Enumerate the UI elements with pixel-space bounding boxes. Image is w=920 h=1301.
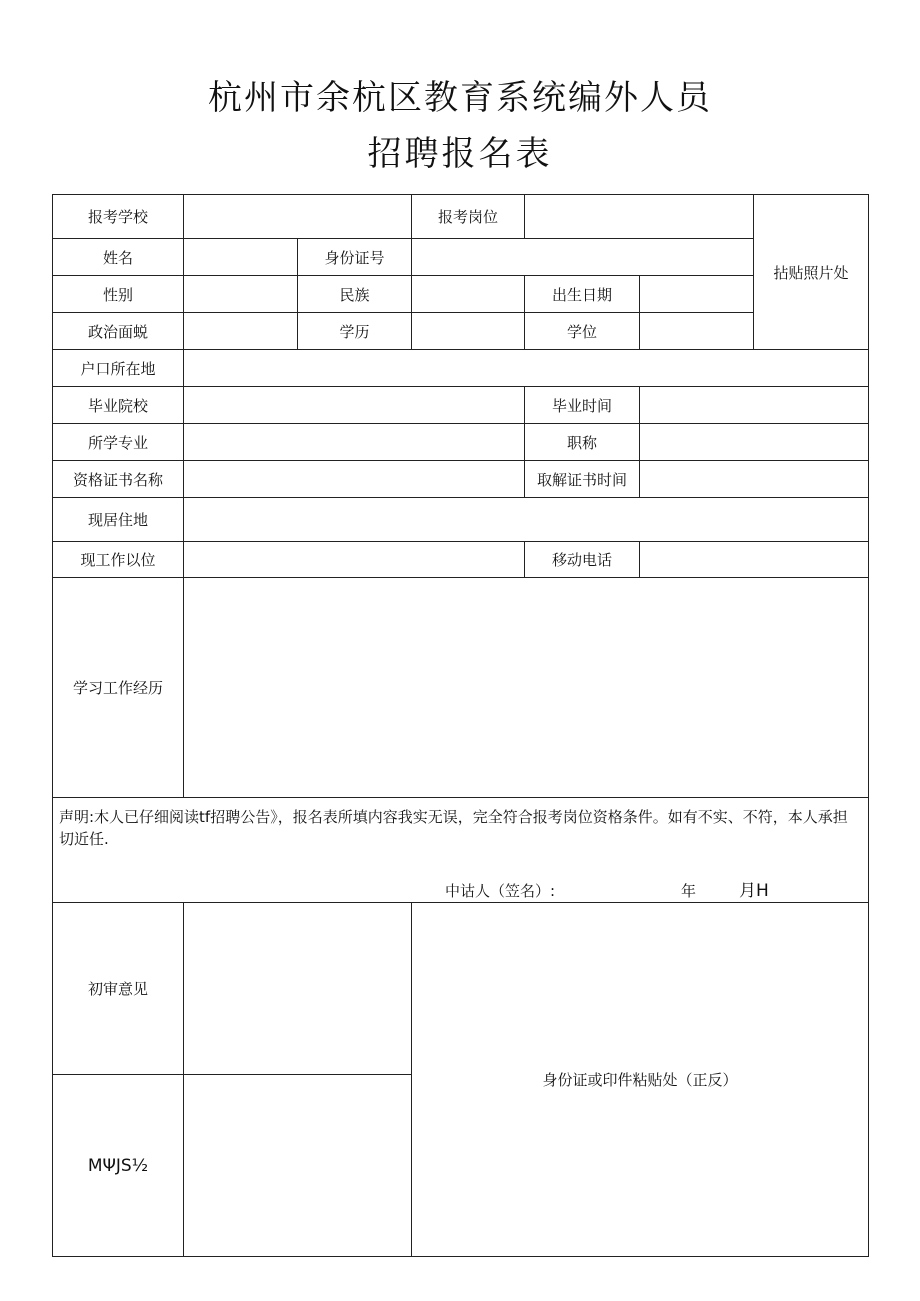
certificate-time-label: 取解证书时间	[525, 461, 640, 498]
registration-form-table	[52, 194, 869, 1257]
birth-date-field[interactable]	[640, 276, 754, 313]
ethnicity-label: 民族	[298, 276, 412, 313]
review-other-label: MΨJS½	[53, 1075, 184, 1257]
signature-line	[59, 880, 862, 902]
school-label: 报考学校	[53, 195, 184, 239]
name-field[interactable]	[184, 239, 298, 276]
position-field[interactable]	[525, 195, 754, 239]
month-day-label: 月H	[739, 881, 769, 901]
mobile-phone-label: 移动电话	[525, 542, 640, 578]
graduate-school-label: 毕业院校	[53, 387, 184, 424]
initial-review-field[interactable]	[184, 903, 412, 1075]
declaration-text: 声明:木人已仔细阅读tf招聘公告》，报名表所填内容我实无误，完全符合报考岗位资格条件。如有不实、不符，本人承担切近任.	[59, 808, 848, 848]
current-employer-field[interactable]	[184, 542, 525, 578]
ethnicity-field[interactable]	[412, 276, 525, 313]
gender-field[interactable]	[184, 276, 298, 313]
certificate-time-field[interactable]	[640, 461, 869, 498]
study-work-history-label: 学习工作经历	[53, 578, 184, 798]
current-employer-label: 现工作以位	[53, 542, 184, 578]
photo-area[interactable]: 拈贴照片处	[754, 195, 869, 350]
political-status-field[interactable]	[184, 313, 298, 350]
major-field[interactable]	[184, 424, 525, 461]
id-number-label: 身份证号	[298, 239, 412, 276]
initial-review-label: 初审意见	[53, 903, 184, 1075]
certificate-name-field[interactable]	[184, 461, 525, 498]
professional-title-label: 职称	[525, 424, 640, 461]
household-location-label: 户口所在地	[53, 350, 184, 387]
graduate-time-label: 毕业时间	[525, 387, 640, 424]
gender-label: 性别	[53, 276, 184, 313]
certificate-name-label: 资格证书名称	[53, 461, 184, 498]
year-label: 年	[681, 882, 697, 900]
school-field[interactable]	[184, 195, 412, 239]
mobile-phone-field[interactable]	[640, 542, 869, 578]
professional-title-field[interactable]	[640, 424, 869, 461]
graduate-time-field[interactable]	[640, 387, 869, 424]
current-address-label: 现居住地	[53, 498, 184, 542]
form-title-line1: 杭州市余杭区教育系统编外人员	[208, 78, 712, 118]
study-work-history-field[interactable]	[184, 578, 869, 798]
name-label: 姓名	[53, 239, 184, 276]
household-location-field[interactable]	[184, 350, 869, 387]
education-label: 学历	[298, 313, 412, 350]
degree-label: 学位	[525, 313, 640, 350]
current-address-field[interactable]	[184, 498, 869, 542]
applicant-signature-label[interactable]: 中诂人（笠名）:	[445, 882, 556, 900]
birth-date-label: 出生日期	[525, 276, 640, 313]
education-field[interactable]	[412, 313, 525, 350]
degree-field[interactable]	[640, 313, 754, 350]
review-other-field[interactable]	[184, 1075, 412, 1257]
major-label: 所学专业	[53, 424, 184, 461]
declaration-cell	[53, 798, 869, 903]
graduate-school-field[interactable]	[184, 387, 525, 424]
id-number-field[interactable]	[412, 239, 754, 276]
position-label: 报考岗位	[412, 195, 525, 239]
id-copy-area[interactable]: 身份证或印件粘贴处（正反）	[412, 903, 869, 1257]
political-status-label: 政治面蜕	[53, 313, 184, 350]
form-title-line2: 招聘报名表	[367, 134, 553, 174]
